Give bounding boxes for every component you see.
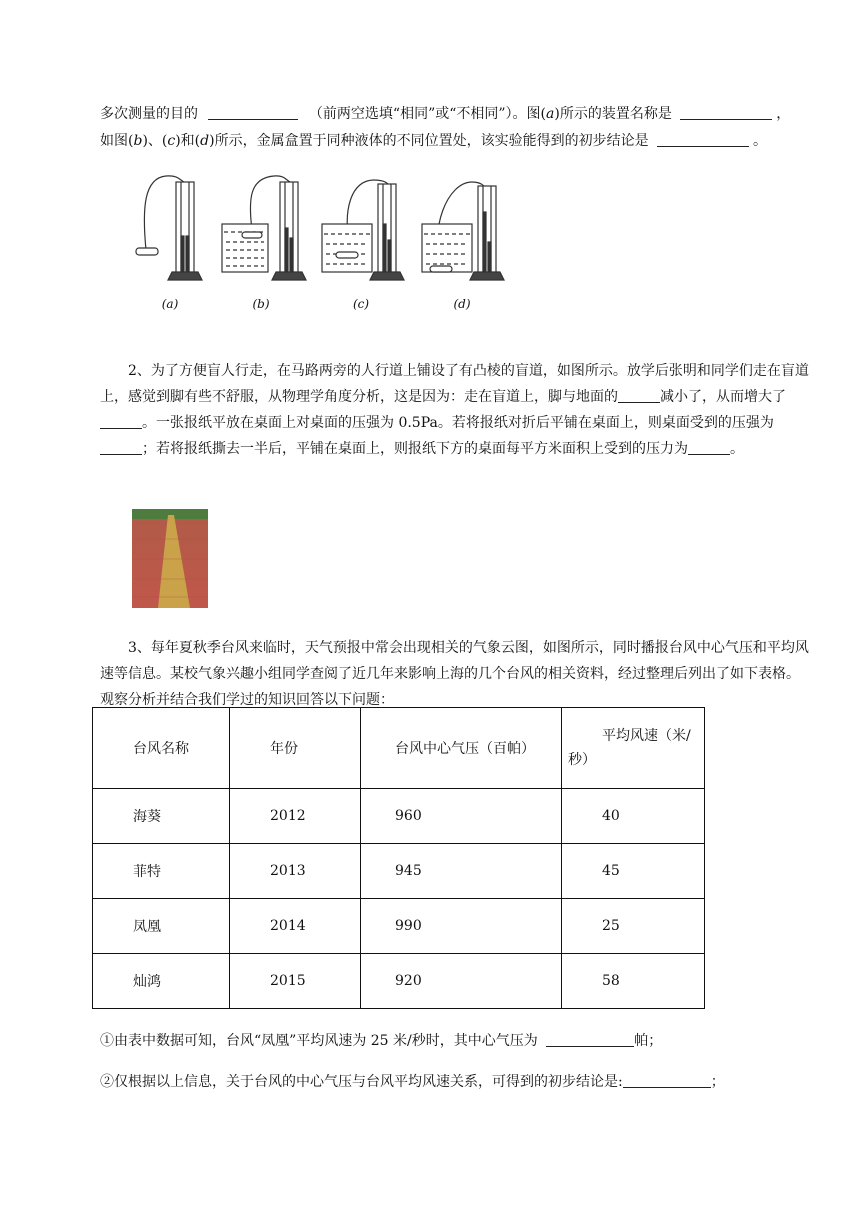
label-b: (b) [252,297,270,311]
answer-blank[interactable] [100,440,142,455]
table-row [93,899,705,954]
intro-text: ， [776,106,791,122]
manometer-a [136,176,202,280]
manometer-d [422,182,504,280]
sub-question-text: 帕； [634,1033,663,1049]
intro-text: （前两空选填“相同”或“不相同”）。图( [308,106,546,122]
intro-text: 多次测量的目的 [100,106,198,122]
q2-text: 2、为了方便盲人行走，在马路两旁的人行道上铺设了有凸棱的盲道，如图所示。放学后张明和同学们走在盲道上，感觉到脚有些不舒服，从物理学角度分析，这是因为：走在盲道上，脚与地面的 [100,363,809,405]
cell-name: 菲特 [93,844,230,899]
cell-name: 凤凰 [93,899,230,954]
question-3: 3、每年夏秋季台风来临时，天气预报中常会出现相关的气象云图，如图所示，同时播报台风中心气压和平均风速等信息。某校气象兴趣小组同学查阅了近几年来影响上海的几个台风的相关资料，经过整理后列出了如下表格。观察分析并结合我们学过的知识回答以下问题： [100,640,809,708]
sub-question-text: ①由表中数据可知，台风“凤凰”平均风速为 25 米/秒时，其中心气压为 [100,1033,538,1049]
table-row [93,954,705,1009]
sub-question-1 [100,1030,662,1050]
q2-text: ；若将报纸撕去一半后，平铺在桌面上，则报纸下方的桌面每平方米面积上受到的压力为 [142,441,688,457]
cell-year: 2013 [230,844,361,899]
table-row [93,789,705,844]
tactile-paving-photo [132,509,208,608]
table-header-row [93,708,705,789]
cell-pressure: 920 [361,954,562,1009]
typhoon-table [92,707,705,1009]
intro-text: )和( [175,133,201,149]
q2-text: 。一张报纸平放在桌面上对桌面的压强为 0.5Pa。若将报纸对折后平铺在桌面上，则桌面受到的压强为 [142,415,774,431]
sub-question-text: ； [710,1074,725,1090]
answer-blank[interactable] [657,132,749,147]
cell-year: 2012 [230,789,361,844]
label-d: (d) [453,297,471,311]
cell-speed: 58 [562,954,705,1009]
answer-blank[interactable] [618,388,660,403]
intro-text: )、( [142,133,168,149]
label-a: (a) [161,297,179,311]
cell-speed: 25 [562,899,705,954]
question-2 [100,358,810,462]
answer-blank[interactable] [100,414,142,429]
figure-ref: c [167,133,176,149]
intro-text: )所示的装置名称是 [554,106,672,122]
intro-text: 。 [753,133,768,149]
header-speed: 平均风速（米/秒） [562,708,705,789]
cell-name: 海葵 [93,789,230,844]
answer-blank[interactable] [688,440,730,455]
cell-pressure: 945 [361,844,562,899]
cell-name: 灿鸿 [93,954,230,1009]
cell-pressure: 990 [361,899,562,954]
cell-speed: 40 [562,789,705,844]
intro-text: 如图( [100,133,134,149]
label-c: (c) [352,297,370,311]
figure-ref: b [133,133,143,149]
intro-text: )所示，金属盒置于同种液体的不同位置处，该实验能得到的初步结论是 [209,133,649,149]
manometer-b [222,176,306,280]
header-pressure: 台风中心气压（百帕） [361,708,562,789]
manometer-c [322,180,404,280]
intro-line-1 [100,104,790,124]
cell-year: 2015 [230,954,361,1009]
cell-year: 2014 [230,899,361,954]
table-row [93,844,705,899]
sub-question-2 [100,1071,725,1091]
cell-speed: 45 [562,844,705,899]
cell-pressure: 960 [361,789,562,844]
figure-ref: a [546,106,555,122]
answer-blank[interactable] [623,1073,711,1088]
answer-blank[interactable] [208,105,298,120]
header-year: 年份 [230,708,361,789]
intro-line-2 [100,131,767,151]
answer-blank[interactable] [546,1032,634,1047]
manometer-figure [128,168,508,320]
figure-ref: d [200,133,210,149]
answer-blank[interactable] [680,105,772,120]
q2-text: 。 [730,441,744,457]
q2-text: 减小了，从而增大了 [660,389,786,405]
sub-question-text: ②仅根据以上信息，关于台风的中心气压与台风平均风速关系，可得到的初步结论是: [100,1074,623,1090]
header-name: 台风名称 [93,708,230,789]
